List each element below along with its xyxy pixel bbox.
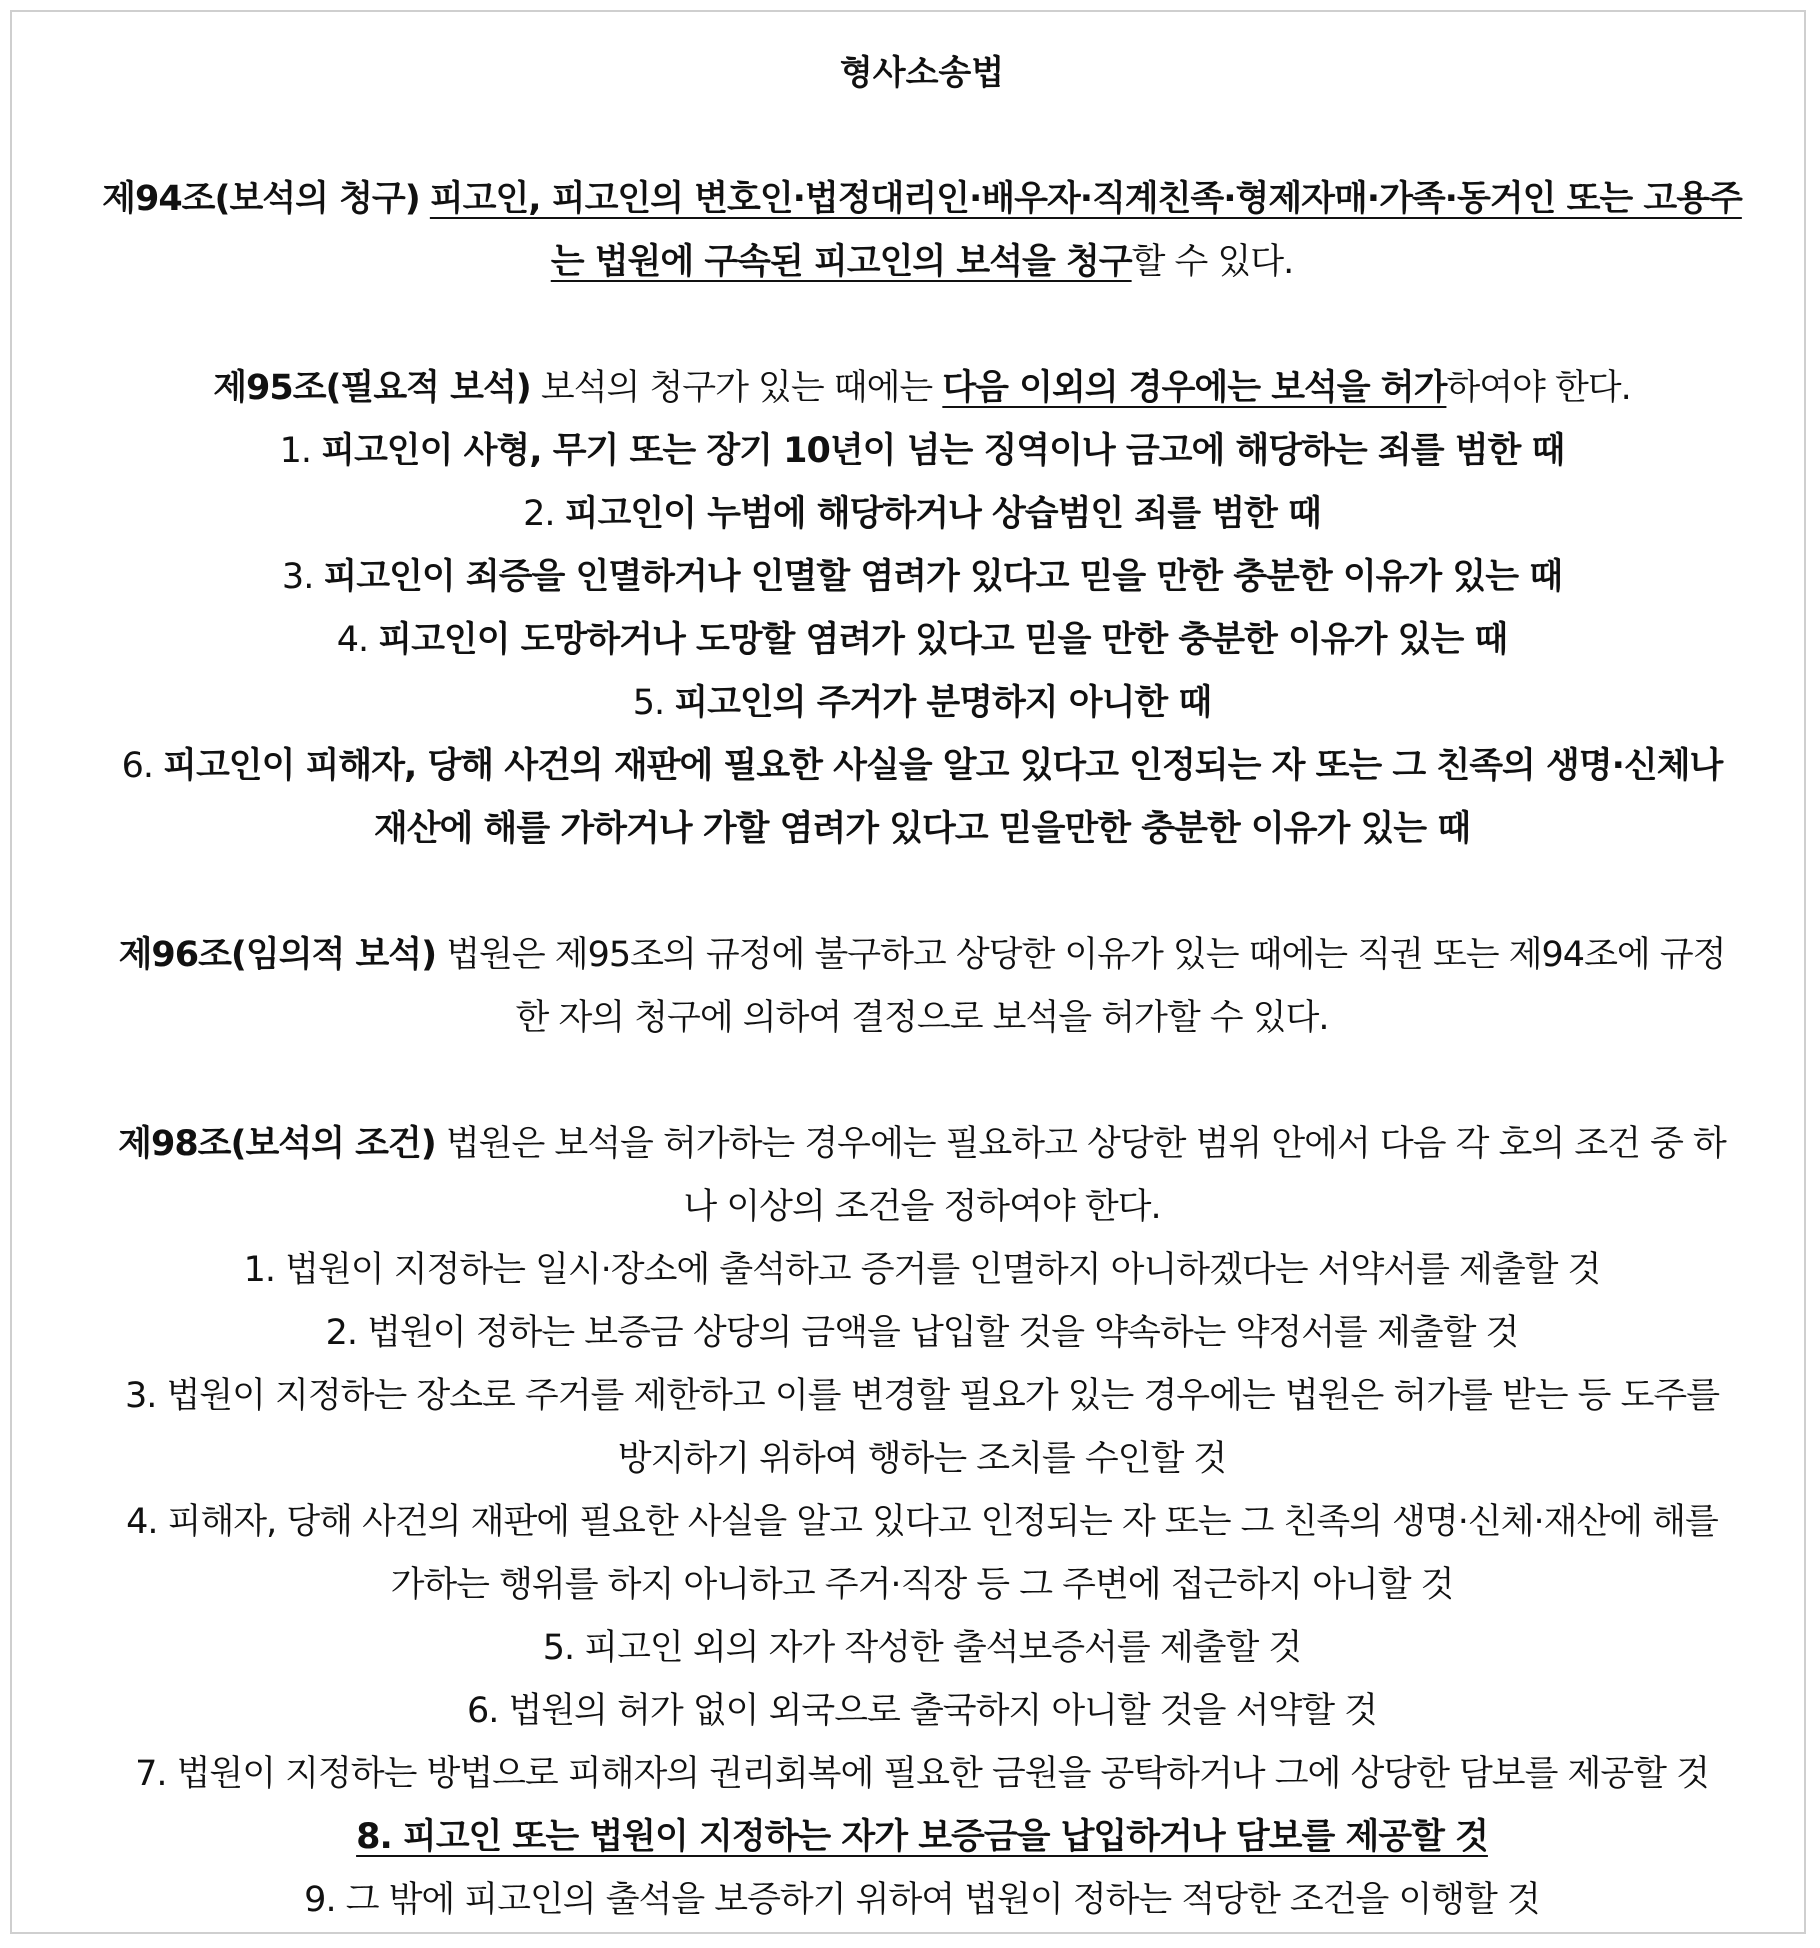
document-frame	[10, 10, 1806, 1934]
article-95-item	[42, 609, 1802, 672]
item-text: 1. 법원이 지정하는 일시·장소에 출석하고 증거를 인멸하지 아니하겠다는 서약서를 제출할 것	[243, 1250, 1601, 1290]
spacer	[42, 1050, 1802, 1113]
article-95-text-before: 보석의 청구가 있는 때에는	[530, 368, 943, 408]
item-text: 3. 법원이 지정하는 장소로 주거를 제한하고 이를 변경할 필요가 있는 경우에는 법원은 허가를 받는 등 도주를	[124, 1376, 1720, 1416]
article-95-item	[42, 672, 1802, 735]
article-94-heading: 제94조(보석의 청구)	[102, 179, 420, 219]
article-95-text-after: 하여야 한다.	[1446, 368, 1631, 408]
article-98-text-1: 법원은 보석을 허가하는 경우에는 필요하고 상당한 범위 안에서 다음 각 호의 조건 중 하	[435, 1124, 1726, 1164]
item-number: 4.	[336, 620, 369, 660]
document-body	[42, 42, 1802, 1932]
item-text: 방지하기 위하여 행하는 조치를 수인할 것	[617, 1439, 1227, 1479]
article-98-line-2	[42, 1176, 1802, 1239]
item-number: 1.	[279, 431, 312, 471]
item-text: 피고인의 주거가 분명하지 아니한 때	[674, 683, 1212, 723]
article-98-item	[42, 1869, 1802, 1932]
article-98-item-continuation	[42, 1554, 1802, 1617]
article-96-text-2: 한 자의 청구에 의하여 결정으로 보석을 허가할 수 있다.	[515, 998, 1329, 1038]
article-95-heading: 제95조(필요적 보석)	[213, 368, 531, 408]
article-98-item	[42, 1743, 1802, 1806]
article-96-line-2	[42, 987, 1802, 1050]
item-text: 4. 피해자, 당해 사건의 재판에 필요한 사실을 알고 있다고 인정되는 자 또는 그 친족의 생명·신체·재산에 해를	[126, 1502, 1718, 1542]
item-text: 8. 피고인 또는 법원이 지정하는 자가 보증금을 납입하거나 담보를 제공할 것	[356, 1817, 1488, 1857]
item-text: 피고인이 도망하거나 도망할 염려가 있다고 믿을 만한 충분한 이유가 있는 때	[378, 620, 1508, 660]
article-98-heading: 제98조(보석의 조건)	[118, 1124, 436, 1164]
article-95-underlined: 다음 이외의 경우에는 보석을 허가	[942, 368, 1447, 408]
item-text: 가하는 행위를 하지 아니하고 주거·직장 등 그 주변에 접근하지 아니할 것	[390, 1565, 1454, 1605]
article-95-item-continuation	[42, 798, 1802, 861]
item-text: 7. 법원이 지정하는 방법으로 피해자의 권리회복에 필요한 금원을 공탁하거나 그에 상당한 담보를 제공할 것	[135, 1754, 1709, 1794]
item-text: 피고인이 피해자, 당해 사건의 재판에 필요한 사실을 알고 있다고 인정되는 자 또는 그 친족의 생명·신체나	[163, 746, 1723, 786]
item-text: 9. 그 밖에 피고인의 출석을 보증하기 위하여 법원이 정하는 적당한 조건을 이행할 것	[304, 1880, 1540, 1920]
item-text: 피고인이 죄증을 인멸하거나 인멸할 염려가 있다고 믿을 만한 충분한 이유가 있는 때	[323, 557, 1563, 597]
article-98-text-2: 나 이상의 조건을 정하여야 한다.	[683, 1187, 1161, 1227]
article-96-heading: 제96조(임의적 보석)	[118, 935, 437, 975]
item-text: 재산에 해를 가하거나 가할 염려가 있다고 믿을만한 충분한 이유가 있는 때	[373, 809, 1471, 849]
article-98-item	[42, 1491, 1802, 1554]
article-95-item	[42, 483, 1802, 546]
article-98-item	[42, 1302, 1802, 1365]
item-text: 2. 법원이 정하는 보증금 상당의 금액을 납입할 것을 약속하는 약정서를 제출할 것	[325, 1313, 1519, 1353]
item-text: 6. 법원의 허가 없이 외국으로 출국하지 아니할 것을 서약할 것	[467, 1691, 1377, 1731]
article-95-item	[42, 546, 1802, 609]
article-94-underlined-1: 피고인, 피고인의 변호인·법정대리인·배우자·직계친족·형제자매·가족·동거인 또는 고용주	[429, 179, 1742, 219]
article-95-item	[42, 735, 1802, 798]
article-94-line-1	[42, 168, 1802, 231]
spacer	[42, 294, 1802, 357]
article-98-line-1	[42, 1113, 1802, 1176]
article-96-text-1: 법원은 제95조의 규정에 불구하고 상당한 이유가 있는 때에는 직권 또는 제94조에 규정	[436, 935, 1726, 975]
item-number: 3.	[281, 557, 314, 597]
item-number: 6.	[121, 746, 154, 786]
article-95-line-1	[42, 357, 1802, 420]
article-98-item	[42, 1239, 1802, 1302]
spacer	[42, 105, 1802, 168]
item-number: 2.	[523, 494, 555, 534]
article-96-line-1	[42, 924, 1802, 987]
article-95-item	[42, 420, 1802, 483]
article-98-item-emphasized	[42, 1806, 1802, 1869]
item-number: 5.	[632, 683, 665, 723]
article-94-ending: 할 수 있다.	[1131, 242, 1294, 282]
article-98-item	[42, 1680, 1802, 1743]
item-text: 피고인이 사형, 무기 또는 장기 10년이 넘는 징역이나 금고에 해당하는 죄를 범한 때	[321, 431, 1565, 471]
article-98-item-continuation	[42, 1428, 1802, 1491]
item-text: 5. 피고인 외의 자가 작성한 출석보증서를 제출할 것	[542, 1628, 1302, 1668]
article-94-line-2	[42, 231, 1802, 294]
article-94-underlined-2: 는 법원에 구속된 피고인의 보석을 청구	[550, 242, 1132, 282]
article-98-item	[42, 1617, 1802, 1680]
article-98-item	[42, 1365, 1802, 1428]
item-text: 피고인이 누범에 해당하거나 상습범인 죄를 범한 때	[564, 494, 1321, 534]
document-title: 형사소송법	[839, 53, 1005, 93]
spacer	[42, 861, 1802, 924]
